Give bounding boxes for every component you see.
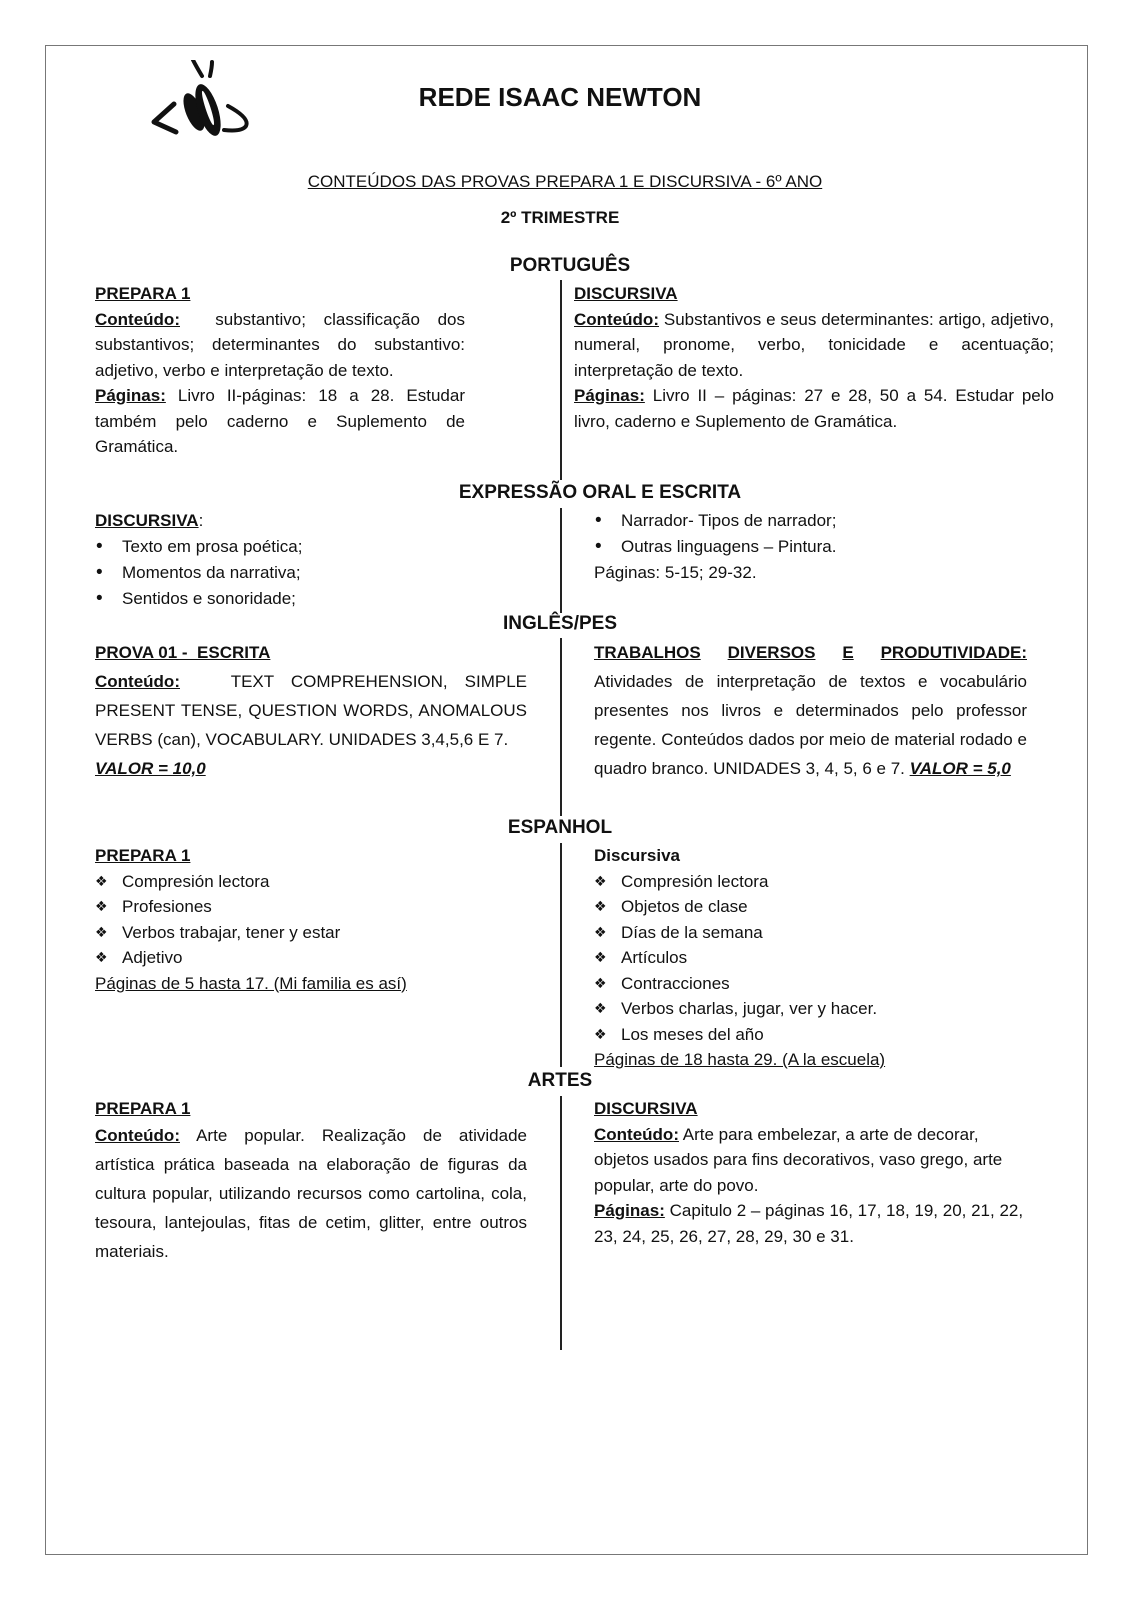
portugues-prepara1: [95, 281, 465, 460]
list-item: • Outras linguagens – Pintura.: [594, 534, 1034, 560]
content-text: Arte para embelezar, a arte de decorar, objetos usados para fins decorativos, vaso grego, arte popular, arte do povo.: [594, 1124, 1003, 1195]
list-item: ❖ Contracciones: [594, 971, 1034, 997]
expressao-left-list: [95, 534, 535, 612]
artes-discursiva-content: [594, 1122, 1034, 1199]
column-divider: [560, 638, 562, 816]
section-title-artes: ARTES: [527, 1070, 593, 1091]
list-item: • Texto em prosa poética;: [95, 534, 535, 560]
list-item: • Narrador- Tipos de narrador;: [594, 508, 1034, 534]
expressao-right-list: [594, 508, 1034, 560]
column-divider: [560, 280, 562, 480]
content-text: TEXT COMPREHENSION, SIMPLE PRESENT TENSE, QUESTION WORDS, ANOMALOUS VERBS (can), VOCABULARY. UNIDADES 3,4,5,6 E 7.: [95, 672, 527, 749]
section-title-expressao: EXPRESSÃO ORAL E ESCRITA: [458, 482, 742, 503]
list-item: ❖ Días de la semana: [594, 920, 1034, 946]
column-divider: [560, 1096, 562, 1350]
section-title-portugues: PORTUGUÊS: [509, 255, 631, 276]
heading-text: DISCURSIVA: [95, 511, 199, 530]
ingles-prova01-content: [95, 667, 527, 754]
portugues-discursiva: [574, 281, 1054, 434]
heading-word: PRODUTIVIDADE:: [880, 643, 1027, 662]
artes-discursiva-heading: DISCURSIVA: [594, 1099, 698, 1118]
list-item: ❖ Profesiones: [95, 894, 535, 920]
content-text: Atividades de interpretação de textos e vocabulário presentes nos livros e determinados pelo professor regente. Conteúdos dados por meio de material rodado e quadro branco. UNIDADES 3, 4, 5, 6 e 7.: [594, 672, 1027, 778]
list-item: ❖ Objetos de clase: [594, 894, 1034, 920]
pages-label: Páginas:: [574, 386, 645, 405]
list-item: ❖ Adjetivo: [95, 945, 535, 971]
portugues-discursiva-heading: DISCURSIVA: [574, 284, 678, 303]
list-item: • Sentidos e sonoridade;: [95, 586, 535, 612]
column-divider: [560, 508, 562, 613]
content-label: Conteúdo:: [594, 1124, 679, 1144]
section-title-ingles: INGLÊS/PES: [502, 613, 618, 634]
expressao-pages: Páginas: 5-15; 29-32.: [594, 563, 757, 582]
list-item: ❖ Compresión lectora: [594, 869, 1034, 895]
portugues-prepara1-content: [95, 307, 465, 384]
espanhol-left-list: [95, 869, 535, 971]
ingles-trabalhos: [594, 638, 1027, 783]
espanhol-left-pages: Páginas de 5 hasta 17. (Mi familia es así): [95, 973, 407, 993]
heading-word: DIVERSOS: [727, 643, 816, 662]
list-item: • Momentos da narrativa;: [95, 560, 535, 586]
column-divider: [560, 843, 562, 1067]
list-item: ❖ Los meses del año: [594, 1022, 1034, 1048]
school-logo-icon: [150, 60, 260, 145]
trimester-label: 2º TRIMESTRE: [500, 208, 620, 227]
artes-prepara1: [95, 1096, 527, 1266]
espanhol-discursiva-heading: Discursiva: [594, 846, 680, 865]
pages-label: Páginas:: [95, 386, 166, 405]
artes-prepara1-heading: PREPARA 1: [95, 1099, 191, 1118]
expressao-discursiva-heading: [95, 508, 535, 534]
content-label: Conteúdo:: [95, 309, 180, 329]
espanhol-prepara1: [95, 843, 535, 996]
heading-suffix: :: [198, 511, 204, 530]
content-text: Arte popular. Realização de atividade artística prática baseada na elaboração de figuras da cultura popular, utilizando recursos como cartolina, cola, tesoura, lantejoulas, fitas de cetim, glitter, entre outros materiais.: [95, 1126, 527, 1261]
ingles-trabalhos-valor: VALOR = 5,0: [909, 759, 1011, 778]
pages-label: Páginas:: [594, 1201, 665, 1220]
portugues-prepara1-heading: PREPARA 1: [95, 284, 191, 303]
content-text: substantivo; classificação dos substantivos; determinantes do substantivo: adjetivo, verbo e interpretação de texto.: [95, 309, 466, 380]
document-subtitle: CONTEÚDOS DAS PROVAS PREPARA 1 E DISCURSIVA - 6º ANO: [307, 172, 823, 191]
content-text: Substantivos e seus determinantes: artigo, adjetivo, numeral, pronome, verbo, tonicidade e acentuação; interpretação de texto.: [574, 309, 1054, 380]
list-item: ❖ Verbos charlas, jugar, ver y hacer.: [594, 996, 1034, 1022]
espanhol-prepara1-heading: PREPARA 1: [95, 846, 191, 865]
list-item: ❖ Verbos trabajar, tener y estar: [95, 920, 535, 946]
section-title-espanhol: ESPANHOL: [507, 817, 613, 838]
expressao-discursiva: [95, 508, 535, 612]
portugues-prepara1-pages: [95, 383, 465, 460]
artes-prepara1-content: [95, 1121, 527, 1266]
ingles-prova01-heading: PROVA 01 - ESCRITA: [95, 643, 271, 662]
portugues-discursiva-content: [574, 307, 1054, 384]
content-label: Conteúdo:: [574, 309, 659, 329]
ingles-prova01: [95, 638, 527, 783]
espanhol-right-list: [594, 869, 1034, 1048]
content-label: Conteúdo:: [95, 1126, 180, 1145]
portugues-discursiva-pages: [574, 383, 1054, 434]
content-label: Conteúdo:: [95, 672, 180, 691]
ingles-trabalhos-heading: [594, 638, 1027, 667]
expressao-right: [594, 508, 1034, 586]
pages-text: Livro II – páginas: 27 e 28, 50 a 54. Estudar pelo livro, caderno e Suplemento de Gramática.: [574, 386, 1054, 431]
heading-word: E: [842, 643, 854, 662]
pages-text: Livro II-páginas: 18 a 28. Estudar também pelo caderno e Suplemento de Gramática.: [95, 386, 465, 456]
school-name: REDE ISAAC NEWTON: [418, 82, 702, 112]
espanhol-discursiva: [594, 843, 1034, 1073]
list-item: ❖ Compresión lectora: [95, 869, 535, 895]
artes-discursiva-pages: [594, 1198, 1034, 1249]
ingles-prova01-valor: VALOR = 10,0: [95, 759, 206, 778]
espanhol-right-pages: Páginas de 18 hasta 29. (A la escuela): [594, 1050, 886, 1069]
list-item: ❖ Artículos: [594, 945, 1034, 971]
heading-word: TRABALHOS: [594, 643, 701, 662]
pages-text: Capitulo 2 – páginas 16, 17, 18, 19, 20, 21, 22, 23, 24, 25, 26, 27, 28, 29, 30 e 31.: [594, 1201, 1024, 1246]
ingles-trabalhos-text: [594, 667, 1027, 783]
artes-discursiva: [594, 1096, 1034, 1249]
